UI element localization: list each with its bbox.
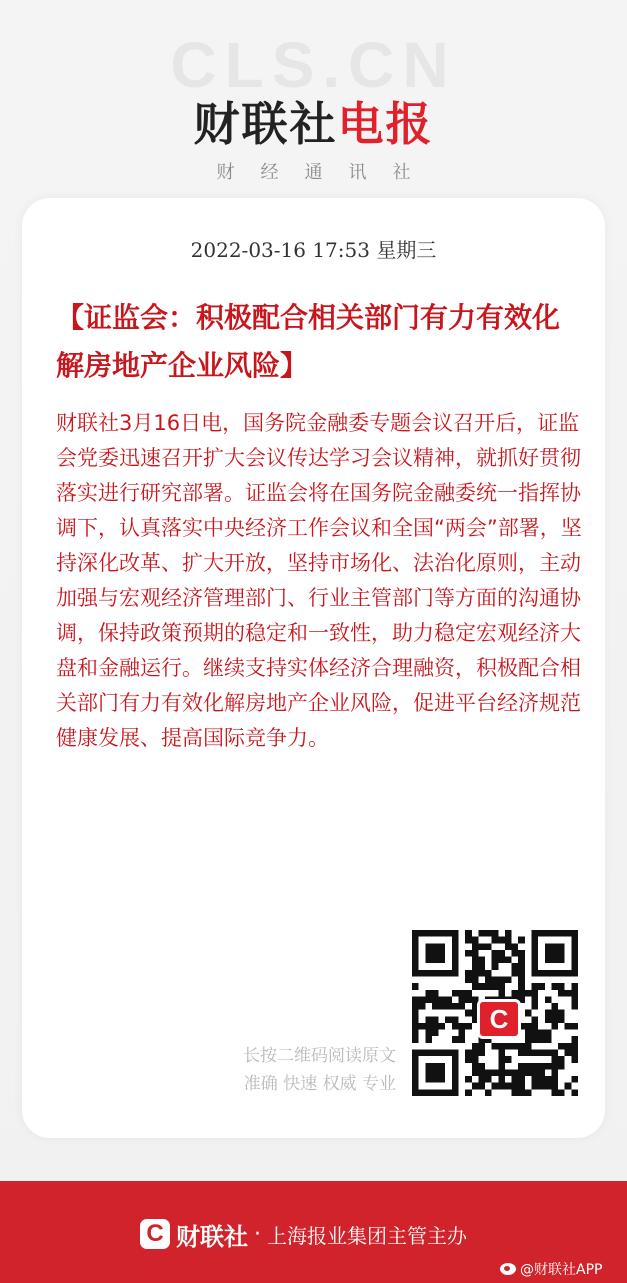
article-datetime: 2022-03-16 17:53 星期三 [190, 238, 437, 262]
qr-center-logo: C [477, 999, 521, 1039]
weibo-watermark [500, 1260, 602, 1278]
brand-main: 财联社 [193, 97, 338, 151]
brand-accent: 电报 [337, 97, 434, 151]
brand-tagline: 财经通讯社 [216, 162, 437, 183]
footer-separator: · [254, 1221, 261, 1247]
footer-branding [140, 1214, 467, 1254]
article-headline: 【证监会：积极配合相关部门有力有效化解房地产企业风险】 [56, 301, 561, 382]
qr-hint-line1: 长按二维码阅读原文 [243, 1046, 396, 1066]
qr-hint [160, 1042, 396, 1098]
brand-logo [0, 88, 627, 154]
qr-hint-line2: 准确 快速 权威 专业 [243, 1074, 396, 1094]
footer-org: 上海报业集团主管主办 [267, 1223, 467, 1248]
weibo-icon [500, 1263, 516, 1275]
footer-brand: 财联社 [176, 1222, 248, 1251]
article-body: 财联社3月16日电，国务院金融委专题会议召开后，证监会党委迅速召开扩大会议传达学习会议精神，就抓好贯彻落实进行研究部署。证监会将在国务院金融委统一指挥协调下，认真落实中央经济工作会议和全国“两会”部署，坚持深化改革、扩大开放，坚持市场化、法治化原则，主动加强与宏观经济管理部门、行业主管部门等方面的沟通协调，保持政策预期的稳定和一致性，助力稳定宏观经济大盘和金融运行。继续支持实体经济合理融资，积极配合相关部门有力有效化解房地产企业风险，促进平台经济规范健康发展、提高国际竞争力。 [56, 411, 582, 750]
weibo-handle: @财联社APP [520, 1262, 603, 1278]
watermark-text: CLS.CN [170, 29, 457, 101]
cls-logo-icon: C [140, 1219, 170, 1249]
